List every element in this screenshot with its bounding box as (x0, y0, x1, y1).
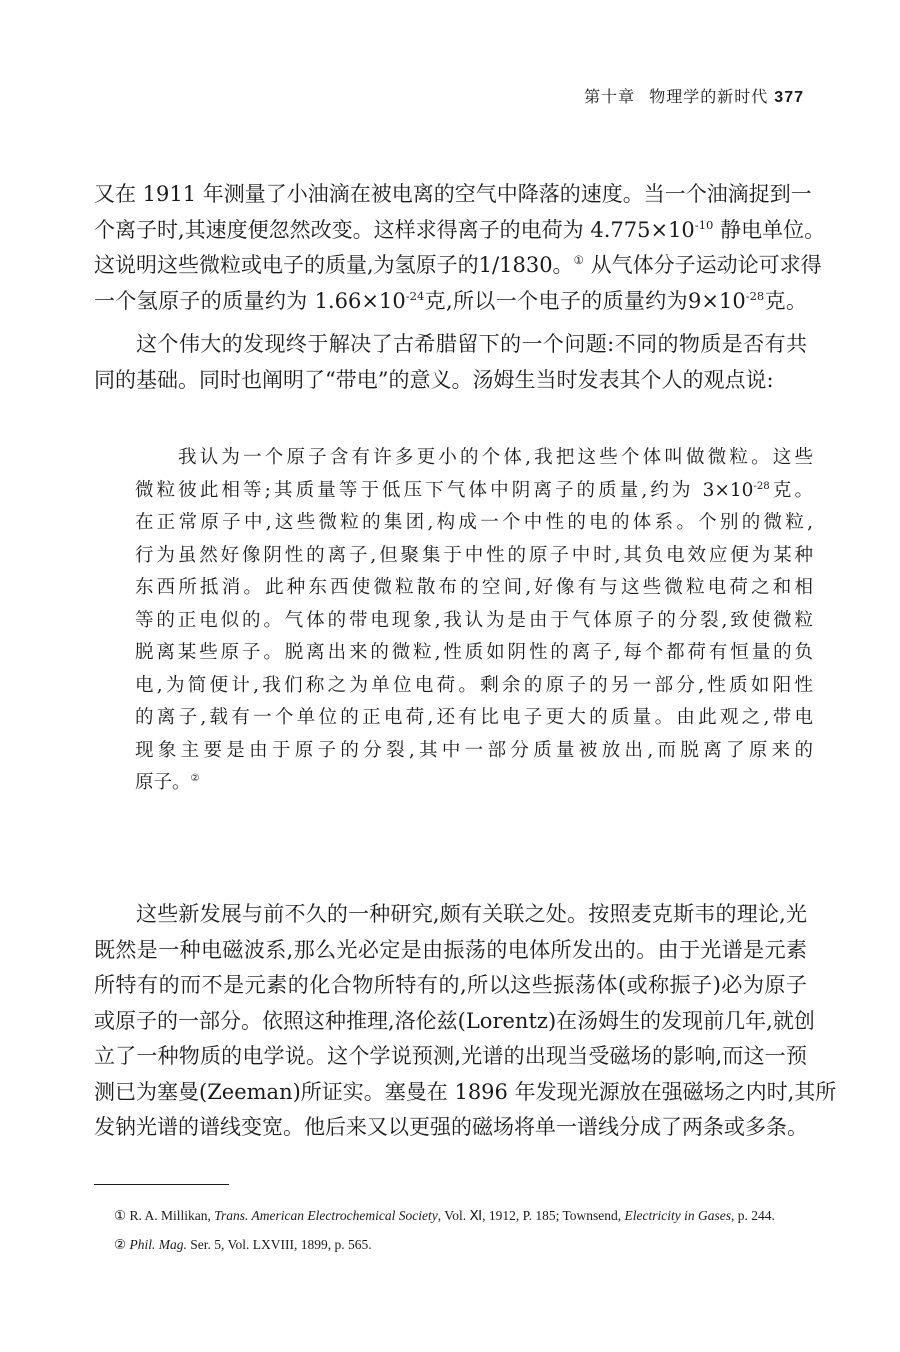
footnote-mark: ② (114, 1237, 127, 1252)
footnote-2: ② Phil. Mag. Ser. 5, Vol. LXVIII, 1899, p. 565. (114, 1237, 372, 1252)
text-line: 所特有的而不是元素的化合物所特有的,所以这些振荡体(或称振子)必为原子 (94, 973, 807, 997)
paragraph-2 (94, 327, 807, 398)
chapter-title: 物理学的新时代 (649, 87, 769, 106)
text-line: 测已为塞曼(Zeeman)所证实。塞曼在 1896 年发现光源放在强磁场之内时,其所 (94, 1079, 837, 1104)
quote-line: 原子。② (135, 772, 200, 793)
quote-line: 电,为简便计,我们称之为单位电荷。剩余的原子的另一部分,性质如阳性 (135, 674, 813, 696)
book-title: Electricity in Gases (624, 1208, 731, 1223)
paragraph-3 (94, 897, 837, 1146)
page-number: 377 (774, 89, 804, 106)
exponent: -28 (753, 480, 770, 492)
text-line: 一个氢原子的质量约为 $1.66\times 10^{-24}$克,所以一个电子的质量约为$9\times 10^{-28}$克。 (94, 288, 808, 313)
journal-title: Trans. American Electrochemical Society (214, 1208, 438, 1223)
quote-line: 我认为一个原子含有许多更小的个体,我把这些个体叫做微粒。这些 (178, 447, 813, 468)
quote-line: 的离子,载有一个单位的正电荷,还有比电子更大的质量。由此观之,带电 (135, 707, 813, 728)
exponent: -10 (694, 217, 714, 232)
running-header (584, 84, 804, 107)
text-line: 发钠光谱的谱线变宽。他后来又以更强的磁场将单一谱线分成了两条或多条。 (94, 1115, 808, 1139)
quote-line: 等的正电似的。气体的带电现象,我认为是由于气体原子的分裂,致使微粒 (135, 609, 813, 631)
quote-line: 在正常原子中,这些微粒的集团,构成一个中性的电的体系。个别的微粒, (135, 512, 813, 533)
footnote-ref-1[interactable]: ① (573, 253, 584, 267)
text-line: 这些新发展与前不久的一种研究,颇有关联之处。按照麦克斯韦的理论,光 (136, 902, 807, 926)
text-line: 同的基础。同时也阐明了“带电”的意义。汤姆生当时发表其个人的观点说: (94, 367, 774, 392)
text-line: 这个伟大的发现终于解决了古希腊留下的一个问题:不同的物质是否有共 (136, 332, 807, 356)
text-line: 又在 1911 年测量了小油滴在被电离的空气中降落的速度。当一个油滴捉到一 (94, 182, 812, 206)
quote-line: 东西所抵消。此种东西使微粒散布的空间,好像有与这些微粒电荷之和相 (135, 577, 813, 598)
text-line: 这说明这些微粒或电子的质量,为氢原子的1/1830。① 从气体分子运动论可求得 (94, 253, 822, 277)
text-line: 既然是一种电磁波系,那么光必定是由振荡的电体所发出的。由于光谱是元素 (94, 937, 807, 962)
quote-line: 行为虽然好像阴性的离子,但聚集于中性的原子中时,其负电效应便为某种 (135, 544, 813, 566)
journal-title: Phil. Mag. (129, 1237, 187, 1252)
footnote-mark: ① (114, 1208, 127, 1223)
paragraph-1 (94, 177, 826, 319)
quote-line: 微粒彼此相等;其质量等于低压下气体中阴离子的质量,约为 $3\times 10^{-28}$克。 (135, 479, 813, 501)
footnote-ref-2[interactable]: ② (190, 772, 200, 784)
block-quote (135, 442, 813, 800)
chapter-number: 第十章 (584, 87, 636, 106)
footnotes (94, 1204, 814, 1256)
text-line: 或原子的一部分。依照这种推理,洛伦兹(Lorentz)在汤姆生的发现前几年,就创 (94, 1008, 815, 1033)
footnote-divider (94, 1184, 229, 1185)
text-line: 立了一种物质的电学说。这个学说预测,光谱的出现当受磁场的影响,而这一预 (94, 1044, 807, 1068)
text-line: 个离子时,其速度便忽然改变。这样求得离子的电荷为 $4.775\times 10^{-10}$ 静电单位。 (94, 217, 826, 242)
footnote-1: ① R. A. Millikan, Trans. American Electrochemical Society, Vol. Ⅺ, 1912, P. 185; Townsend, Electricity in Gases, p. 244. (114, 1208, 775, 1223)
quote-line: 现象主要是由于原子的分裂,其中一部分质量被放出,而脱离了原来的 (135, 739, 813, 761)
quote-line: 脱离某些原子。脱离出来的微粒,性质如阴性的离子,每个都荷有恒量的负 (135, 642, 813, 663)
exponent: -24 (405, 288, 425, 303)
exponent: -28 (745, 288, 765, 303)
